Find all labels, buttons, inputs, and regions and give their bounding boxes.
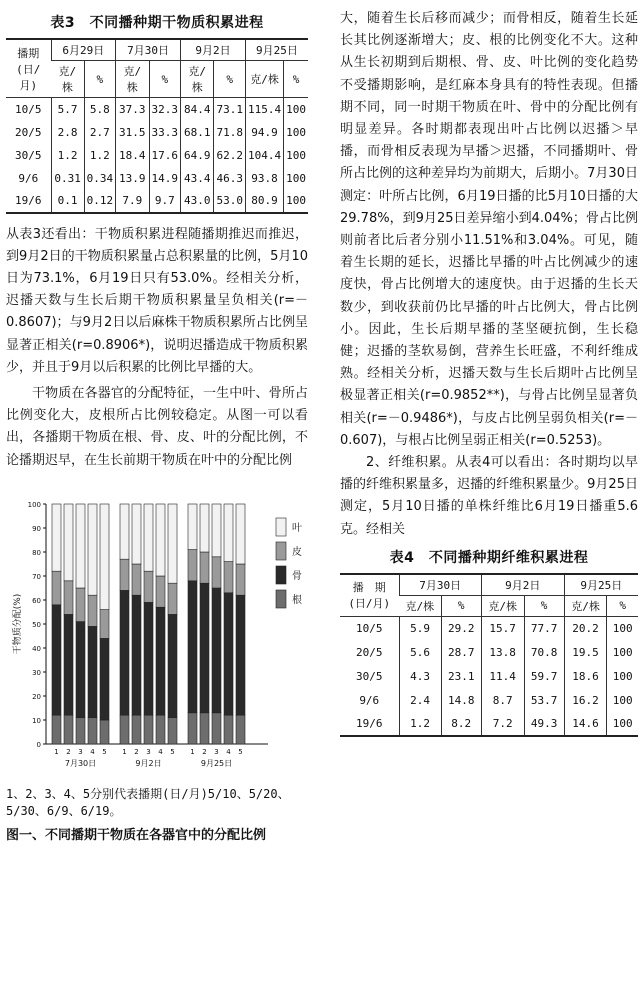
bar-segment-bark xyxy=(64,581,73,615)
figure-1 xyxy=(6,482,308,782)
group-label: 9月25日 xyxy=(200,758,233,768)
table3-date: 7月30日 xyxy=(116,39,181,61)
legend-swatch xyxy=(276,518,286,536)
table-cell: 93.8 xyxy=(245,167,283,190)
table-row xyxy=(340,712,638,736)
legend-label: 叶 xyxy=(292,522,302,534)
bar-segment-bone xyxy=(188,581,197,713)
bar-segment-root xyxy=(144,715,153,744)
table-cell: 10/5 xyxy=(15,102,42,116)
table-cell: 2.8 xyxy=(51,121,84,144)
legend-label: 皮 xyxy=(292,546,302,558)
table-cell: 77.7 xyxy=(524,616,564,640)
table-cell: 13.8 xyxy=(481,640,524,664)
table-cell: 43.0 xyxy=(181,190,214,213)
table-cell: 43.4 xyxy=(181,167,214,190)
table-row xyxy=(340,688,638,712)
bar-segment-bone xyxy=(224,593,233,715)
bar-segment-bone xyxy=(120,590,129,715)
table-cell: 53.7 xyxy=(524,688,564,712)
x-tick-label: 1 xyxy=(54,747,59,756)
x-tick-label: 2 xyxy=(202,747,207,756)
table-cell: 7.9 xyxy=(116,190,149,213)
bar-segment-bark xyxy=(156,576,165,607)
bar-segment-leaf xyxy=(76,504,85,588)
y-tick-label: 90 xyxy=(32,524,41,533)
bar-segment-bark xyxy=(144,571,153,602)
bar-segment-root xyxy=(64,715,73,744)
table-cell: 53.0 xyxy=(214,190,246,213)
bar-segment-leaf xyxy=(224,504,233,562)
table4-unit: 克/株 xyxy=(564,595,607,616)
table-cell: 100 xyxy=(607,688,638,712)
table4-unit: 克/株 xyxy=(399,595,441,616)
table-row xyxy=(6,98,308,121)
bar-segment-bark xyxy=(224,561,233,592)
table-cell: 33.3 xyxy=(149,121,181,144)
bar-segment-bark xyxy=(120,559,129,590)
bar-segment-bone xyxy=(64,614,73,715)
bar-segment-root xyxy=(188,713,197,744)
table-cell: 9.7 xyxy=(149,190,181,213)
table-cell: 5.6 xyxy=(399,640,441,664)
bar-segment-root xyxy=(100,720,109,744)
y-tick-label: 30 xyxy=(32,668,41,677)
bar-segment-bone xyxy=(88,626,97,717)
table-cell: 20.2 xyxy=(564,616,607,640)
table-row xyxy=(340,640,638,664)
bar-segment-root xyxy=(120,715,129,744)
table3-date: 6月29日 xyxy=(51,39,115,61)
figure-note: 1、2、3、4、5分别代表播期(日/月)5/10、5/20、5/30、6/9、6/19。 xyxy=(6,786,290,818)
table-cell: 2.4 xyxy=(399,688,441,712)
paragraph: 干物质在各器官的分配特征，一生中叶、骨所占比例变化大，皮根所占比例较稳定。从图一可以看出，各播期干物质在根、骨、皮、叶的分配比例，不论播期迟早，在生长前期干物质在叶中的分配比例 xyxy=(6,385,308,468)
paragraph: 从表3还看出：干物质积累进程随播期推迟而推迟，到9月2日的干物质积累量占总积累量的比例，5月10日为73.1%，6月19日只有53.0%。经相关分析，迟播天数与生长后期干物质积累量呈负相关(r=－0.8607)；与9月2日以后麻株干物质积累所占比例呈显著正相关(r=0.8906*)，说明迟播造成干物质积累少，并且于9月以后积累的比例比早播的大。 xyxy=(6,226,308,375)
table-cell: 0.34 xyxy=(84,167,116,190)
bar-segment-root xyxy=(200,713,209,744)
table4-date: 9月2日 xyxy=(481,574,564,596)
table3 xyxy=(6,38,308,214)
table4-date: 9月25日 xyxy=(564,574,638,596)
bar-segment-root xyxy=(236,715,245,744)
legend-swatch xyxy=(276,542,286,560)
table-cell: 19.5 xyxy=(564,640,607,664)
table-cell: 100 xyxy=(607,712,638,736)
table-cell: 46.3 xyxy=(214,167,246,190)
table-cell: 1.2 xyxy=(84,144,116,167)
legend-swatch xyxy=(276,566,286,584)
table-cell: 15.7 xyxy=(481,616,524,640)
table-cell: 13.9 xyxy=(116,167,149,190)
y-tick-label: 80 xyxy=(32,548,41,557)
bar-segment-bark xyxy=(168,583,177,614)
table-cell: 17.6 xyxy=(149,144,181,167)
bar-segment-leaf xyxy=(168,504,177,583)
table3-title: 表3 不同播种期干物质积累进程 xyxy=(50,15,264,31)
table-cell: 14.9 xyxy=(149,167,181,190)
bar-segment-root xyxy=(52,715,61,744)
table-cell: 28.7 xyxy=(441,640,481,664)
table-cell: 64.9 xyxy=(181,144,214,167)
bar-segment-root xyxy=(156,715,165,744)
bar-segment-leaf xyxy=(144,504,153,571)
table-cell: 18.6 xyxy=(564,664,607,688)
bar-segment-leaf xyxy=(212,504,221,557)
table3-unit: % xyxy=(149,61,181,98)
bar-segment-bark xyxy=(132,564,141,595)
y-tick-label: 60 xyxy=(32,596,41,605)
table-cell: 10/5 xyxy=(356,622,383,636)
table-cell: 8.2 xyxy=(441,712,481,736)
table-cell: 9/6 xyxy=(359,693,380,707)
paragraph: 2、纤维积累。从表4可以看出：各时期均以早播的纤维积累量多，迟播的纤维积累量少。9月25日测定，5月10日播的单株纤维比6月19日播重5.6克。经相关 xyxy=(340,455,638,537)
table4-unit: % xyxy=(607,595,638,616)
figure-caption: 图一、不同播期干物质在各器官中的分配比例 xyxy=(6,827,267,843)
bar-segment-leaf xyxy=(132,504,141,564)
right-column xyxy=(340,8,638,737)
table3-date: 9月25日 xyxy=(245,39,308,61)
table-cell: 100 xyxy=(284,144,308,167)
bar-segment-leaf xyxy=(200,504,209,552)
bar-segment-leaf xyxy=(188,504,197,550)
table4 xyxy=(340,573,638,738)
table4-title: 表4 不同播种期纤维积累进程 xyxy=(389,549,589,566)
table-cell: 8.7 xyxy=(481,688,524,712)
table-cell: 37.3 xyxy=(116,98,149,121)
table3-unit: 克/株 xyxy=(51,61,84,98)
table-cell: 80.9 xyxy=(245,190,283,213)
group-label: 9月2日 xyxy=(135,758,162,768)
table3-unit: 克/株 xyxy=(245,61,283,98)
bar-segment-bone xyxy=(200,583,209,713)
table-row xyxy=(6,167,308,190)
x-tick-label: 2 xyxy=(66,747,71,756)
table-row xyxy=(6,190,308,213)
x-tick-label: 4 xyxy=(90,747,95,756)
table4-unit: % xyxy=(441,595,481,616)
table-cell: 30/5 xyxy=(15,148,42,162)
bar-segment-bone xyxy=(52,605,61,715)
table-cell: 14.8 xyxy=(441,688,481,712)
table-cell: 1.2 xyxy=(399,712,441,736)
table3-unit: % xyxy=(284,61,308,98)
table-cell: 29.2 xyxy=(441,616,481,640)
x-tick-label: 2 xyxy=(134,747,139,756)
y-tick-label: 100 xyxy=(27,500,41,509)
table-cell: 5.9 xyxy=(399,616,441,640)
bar-segment-leaf xyxy=(52,504,61,571)
left-column xyxy=(6,8,308,846)
legend-label: 根 xyxy=(292,594,302,606)
table-cell: 9/6 xyxy=(18,171,39,185)
table-cell: 31.5 xyxy=(116,121,149,144)
table-cell: 23.1 xyxy=(441,664,481,688)
bar-segment-bark xyxy=(76,588,85,622)
table-cell: 0.31 xyxy=(51,167,84,190)
table-cell: 0.1 xyxy=(51,190,84,213)
bar-segment-bone xyxy=(156,607,165,715)
bar-segment-bone xyxy=(168,614,177,717)
table-cell: 32.3 xyxy=(149,98,181,121)
bar-segment-bone xyxy=(212,588,221,713)
table-cell: 71.8 xyxy=(214,121,246,144)
y-tick-label: 70 xyxy=(32,572,41,581)
bar-segment-bark xyxy=(236,564,245,595)
table-row xyxy=(6,144,308,167)
table4-header-period: 播 期 (日/月) xyxy=(340,574,399,617)
table-cell: 19/6 xyxy=(15,194,42,207)
group-label: 7月30日 xyxy=(64,758,97,768)
table-cell: 100 xyxy=(607,640,638,664)
x-tick-label: 1 xyxy=(190,747,195,756)
table-cell: 18.4 xyxy=(116,144,149,167)
y-tick-label: 0 xyxy=(36,740,41,749)
table-cell: 19/6 xyxy=(356,717,383,731)
table-cell: 11.4 xyxy=(481,664,524,688)
table-cell: 84.4 xyxy=(181,98,214,121)
y-tick-label: 20 xyxy=(32,692,41,701)
table-cell: 100 xyxy=(284,121,308,144)
table-cell: 0.12 xyxy=(84,190,116,213)
table-cell: 4.3 xyxy=(399,664,441,688)
table-row xyxy=(340,616,638,640)
bar-segment-root xyxy=(76,717,85,743)
table3-unit: 克/株 xyxy=(181,61,214,98)
table-cell: 70.8 xyxy=(524,640,564,664)
table-cell: 100 xyxy=(284,98,308,121)
x-tick-label: 5 xyxy=(102,747,107,756)
table-cell: 49.3 xyxy=(524,712,564,736)
table-cell: 104.4 xyxy=(245,144,283,167)
table-cell: 62.2 xyxy=(214,144,246,167)
bar-segment-root xyxy=(212,713,221,744)
table-cell: 100 xyxy=(607,664,638,688)
table4-date: 7月30日 xyxy=(399,574,481,596)
y-tick-label: 50 xyxy=(32,620,41,629)
table-cell: 1.2 xyxy=(51,144,84,167)
table-cell: 100 xyxy=(607,616,638,640)
x-tick-label: 3 xyxy=(78,747,83,756)
x-tick-label: 1 xyxy=(122,747,127,756)
legend-label: 骨 xyxy=(292,570,302,582)
bar-segment-bone xyxy=(100,638,109,720)
stacked-bar-chart xyxy=(6,482,308,782)
bar-segment-root xyxy=(224,715,233,744)
bar-segment-bone xyxy=(76,621,85,717)
table-cell: 16.2 xyxy=(564,688,607,712)
bar-segment-bark xyxy=(188,549,197,580)
table-cell: 5.7 xyxy=(51,98,84,121)
bar-segment-bone xyxy=(236,595,245,715)
table-cell: 20/5 xyxy=(15,125,42,139)
x-tick-label: 5 xyxy=(238,747,243,756)
table4-unit: % xyxy=(524,595,564,616)
table-cell: 14.6 xyxy=(564,712,607,736)
x-tick-label: 3 xyxy=(146,747,151,756)
table-cell: 2.7 xyxy=(84,121,116,144)
bar-segment-root xyxy=(168,717,177,743)
bar-segment-leaf xyxy=(120,504,129,559)
bar-segment-bark xyxy=(88,595,97,626)
table-cell: 5.8 xyxy=(84,98,116,121)
x-tick-label: 4 xyxy=(158,747,163,756)
table-cell: 59.7 xyxy=(524,664,564,688)
x-tick-label: 5 xyxy=(170,747,175,756)
bar-segment-leaf xyxy=(236,504,245,564)
bar-segment-leaf xyxy=(64,504,73,581)
bar-segment-bark xyxy=(52,571,61,605)
bar-segment-bone xyxy=(144,602,153,715)
table-cell: 68.1 xyxy=(181,121,214,144)
x-tick-label: 3 xyxy=(214,747,219,756)
x-tick-label: 4 xyxy=(226,747,231,756)
table3-unit: % xyxy=(214,61,246,98)
paragraph: 大，随着生长后移而减少；而骨相反，随着生长延长其比例逐渐增大；皮、根的比例变化不大。这种从生长初期到后期根、骨、皮、叶比例的变化趋势不受播期影响，是红麻本身具有的特性表现。但播期不同，同一时期干物质在叶、骨中的分配比例有明显差异。各时期都表现出叶占比例以迟播＞早播，而骨相反表现为早播＞迟播，不同播期叶、骨所占比例的这种差异均为前期大，后期小。7月30日测定：叶所占比例，6月19日播的比5月10日播的大29.78%，到9月25日差异缩小到4.04%；骨占比例则前者比后者分别小11.51%和3.04%。可见，随着生长期的延长，迟播比早播的叶占比例减少的速度快，骨占比例增大的速度快。由于迟播的生长天数少，到收获前仍比早播的叶占比例大，骨占比例小。因此，生长后期早播的茎坚硬抗倒，生长稳健；迟播的茎软易倒，营养生长旺盛，不利纤维成熟。经相关分析，迟播天数与生长后期叶占比例呈极显著正相关(r=0.9852**)，与骨占比例呈显著负相关(r=－0.9486*)，与皮占比例呈弱负相关(r=－0.607)，与根占比例呈弱正相关(r=0.5253)。 xyxy=(340,11,638,448)
table-cell: 115.4 xyxy=(245,98,283,121)
table3-date: 9月2日 xyxy=(181,39,246,61)
table-cell: 30/5 xyxy=(356,669,383,683)
y-axis-label: 干物质分配(%) xyxy=(13,593,23,655)
bar-segment-leaf xyxy=(100,504,109,610)
table-row xyxy=(6,121,308,144)
legend-swatch xyxy=(276,590,286,608)
y-tick-label: 10 xyxy=(32,716,41,725)
y-tick-label: 40 xyxy=(32,644,41,653)
table-cell: 20/5 xyxy=(356,645,383,659)
bar-segment-leaf xyxy=(156,504,165,576)
table-cell: 94.9 xyxy=(245,121,283,144)
table4-unit: 克/株 xyxy=(481,595,524,616)
bar-segment-bark xyxy=(212,557,221,588)
bar-segment-leaf xyxy=(88,504,97,595)
bar-segment-bark xyxy=(200,552,209,583)
table-cell: 100 xyxy=(284,190,308,213)
table3-unit: 克/株 xyxy=(116,61,149,98)
bar-segment-bark xyxy=(100,609,109,638)
table3-unit: % xyxy=(84,61,116,98)
bar-segment-root xyxy=(88,717,97,743)
bar-segment-root xyxy=(132,715,141,744)
bar-segment-bone xyxy=(132,595,141,715)
table3-header-period: 播期 (日/月) xyxy=(6,39,51,98)
table-cell: 7.2 xyxy=(481,712,524,736)
table-row xyxy=(340,664,638,688)
table-cell: 73.1 xyxy=(214,98,246,121)
table-cell: 100 xyxy=(284,167,308,190)
